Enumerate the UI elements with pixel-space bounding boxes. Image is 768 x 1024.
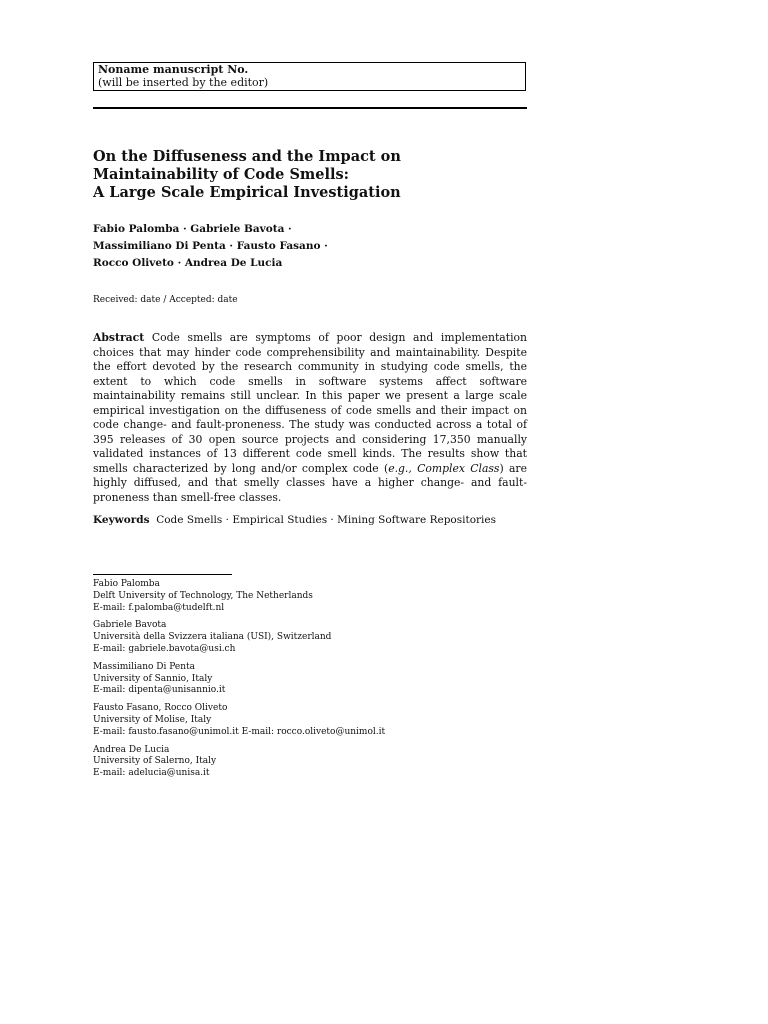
author-line: Massimiliano Di Penta · Fausto Fasano · bbox=[93, 240, 328, 252]
affiliation-email: E-mail: f.palomba@tudelft.nl bbox=[93, 602, 225, 613]
title-line: Maintainability of Code Smells: bbox=[93, 166, 350, 183]
abstract-text: Code smells are symptoms of poor design and implementation choices that may hinder code comprehensibility and maintainability. Despite the effort devoted by the research community in studying code smells, the extent to which code smells in software systems affect software maintainability remains still unclear. In this paper we present a large scale empirical investigation on the diffuseness of code smells and their impact on code change- and fault-proneness. The study was conducted across a total of 395 releases of 30 open source projects and considering 17,350 manually validated instances of 13 different code smell kinds. The results show that smells characterized by long and/or complex code ( bbox=[93, 331, 527, 475]
manuscript-header-box bbox=[93, 62, 526, 91]
affiliation-institution: Università della Svizzera italiana (USI), Switzerland bbox=[93, 632, 332, 643]
affiliation-institution: University of Sannio, Italy bbox=[93, 673, 213, 684]
affiliation-email: E-mail: gabriele.bavota@usi.ch bbox=[93, 643, 236, 654]
affiliation-name: Massimiliano Di Penta bbox=[93, 661, 196, 672]
abstract bbox=[93, 331, 527, 505]
footnote-rule bbox=[93, 574, 232, 575]
affiliation-institution: Delft University of Technology, The Netherlands bbox=[93, 590, 313, 601]
affiliation-email: E-mail: dipenta@unisannio.it bbox=[93, 685, 226, 696]
affiliations bbox=[93, 579, 533, 786]
affiliation-name: Gabriele Bavota bbox=[93, 620, 167, 631]
abstract-eg: e.g., bbox=[388, 461, 412, 475]
affiliation-name: Fabio Palomba bbox=[93, 579, 160, 589]
author-line: Fabio Palomba · Gabriele Bavota · bbox=[93, 223, 292, 235]
title-line: A Large Scale Empirical Investigation bbox=[93, 184, 401, 201]
keywords-heading: Keywords bbox=[93, 514, 150, 526]
affiliation-institution: University of Molise, Italy bbox=[93, 714, 212, 725]
abstract-text-end: ) are highly diffused, and that smelly classes have a higher change- and fault-proneness than smell-free classes. bbox=[93, 461, 527, 504]
manuscript-number: Noname manuscript No. bbox=[98, 63, 249, 76]
affiliation-institution: University of Salerno, Italy bbox=[93, 756, 217, 767]
title-line: On the Diffuseness and the Impact on bbox=[93, 148, 401, 165]
author-line: Rocco Oliveto · Andrea De Lucia bbox=[93, 257, 283, 269]
header-rule bbox=[93, 107, 527, 109]
affiliation-email: E-mail: adelucia@unisa.it bbox=[93, 768, 210, 779]
affiliation-block bbox=[93, 703, 533, 738]
affiliation-block bbox=[93, 579, 533, 614]
affiliation-block bbox=[93, 620, 533, 655]
editor-note: (will be inserted by the editor) bbox=[98, 76, 269, 89]
received-date: Received: date / Accepted: date bbox=[93, 295, 238, 305]
affiliation-block bbox=[93, 662, 533, 697]
author-list bbox=[93, 221, 533, 272]
paper-title bbox=[93, 148, 533, 202]
affiliation-block bbox=[93, 745, 533, 780]
affiliation-name: Fausto Fasano, Rocco Oliveto bbox=[93, 703, 228, 714]
affiliation-name: Andrea De Lucia bbox=[93, 744, 170, 755]
abstract-complex-class: Complex Class bbox=[417, 461, 500, 475]
keywords-text: Code Smells · Empirical Studies · Mining Software Repositories bbox=[156, 514, 497, 526]
affiliation-email: E-mail: fausto.fasano@unimol.it E-mail: rocco.oliveto@unimol.it bbox=[93, 726, 386, 737]
abstract-heading: Abstract bbox=[93, 331, 145, 344]
keywords bbox=[93, 513, 533, 527]
